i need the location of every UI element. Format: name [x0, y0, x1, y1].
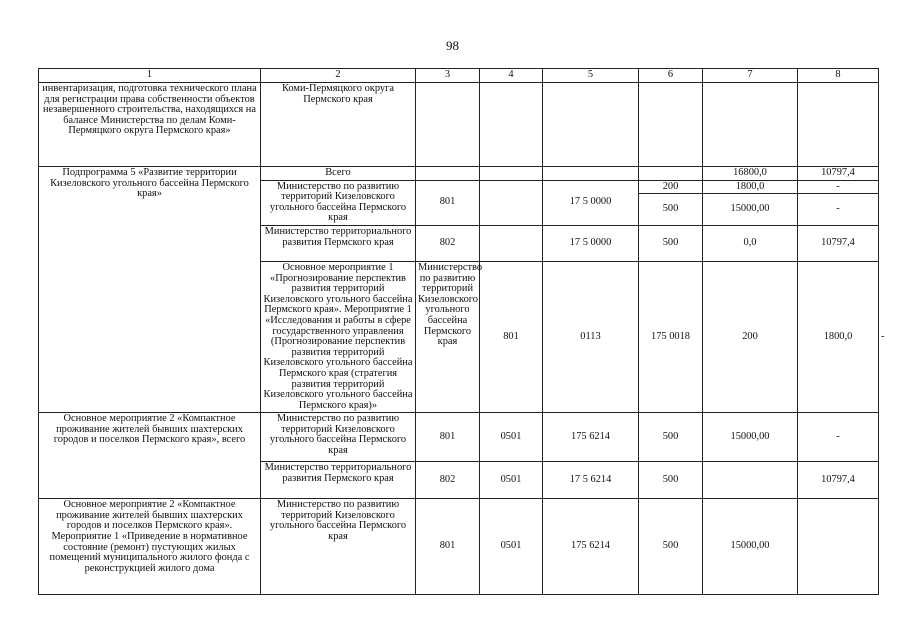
cell-ministry: Всего: [261, 167, 416, 181]
cell-section: 0501: [480, 462, 543, 499]
cell-amount-1: 16800,0: [703, 167, 798, 181]
cell-ministry: Министерство по развитию территорий Кизеловского угольного бассейна Пермского края: [261, 180, 416, 225]
cell-amount-2: -: [798, 413, 879, 462]
cell-amount-1: 1800,0: [798, 261, 879, 412]
cell-code: 801: [416, 499, 480, 595]
cell-amount-1: 15000,00: [703, 413, 798, 462]
column-header-5: 5: [543, 69, 639, 83]
cell-target: 17 5 0000: [543, 225, 639, 261]
cell-type: 500: [639, 413, 703, 462]
cell-amount-1: [703, 83, 798, 167]
cell-target: 175 6214: [543, 499, 639, 595]
cell-section: 0501: [480, 499, 543, 595]
cell-type: 200: [703, 261, 798, 412]
cell-amount-1: [703, 462, 798, 499]
header-row: [39, 69, 879, 83]
cell-description: Основное мероприятие 1 «Прогнозирование перспектив развития территорий Кизеловского угольного бассейна Пермского края». Мероприятие 1 «Исследования и работы в сфере государственного управления (Прогнозирование перспектив развития территорий Кизеловского угольного бассейна Пермского края (стратегия развития территорий Кизеловского угольного бассейна Пермского края)»: [261, 261, 416, 412]
column-header-3: 3: [416, 69, 480, 83]
cell-amount-2: [798, 83, 879, 167]
cell-type: 500: [639, 462, 703, 499]
cell-description: инвентаризация, подготовка технического плана для регистрации права собственности объектов незавершенного строительства, находящихся на балансе Министерства по делам Коми-Пермяцкого округа Пермского края»: [39, 83, 261, 167]
cell-amount-1: 15000,00: [703, 499, 798, 595]
cell-amount-2: [798, 499, 879, 595]
cell-amount-2: 10797,4: [798, 462, 879, 499]
table-row: Основное мероприятие 1 «Прогнозирование перспектив развития территорий Кизеловского угольного бассейна Пермского края». Мероприятие 1 «Исследования и работы в сфере государственного управления (Прогнозирование перспектив развития территорий Кизеловского угольного бассейна Пермского края (стратегия развития территорий Кизеловского угольного бассейна Пермского края)» Министерство по развитию территорий Кизеловского угольного бассейна Пермского края 801 0113 175 0018 200 1800,0 -: [39, 261, 879, 412]
cell-section: [480, 180, 543, 225]
column-header-7: 7: [703, 69, 798, 83]
cell-type: [639, 83, 703, 167]
cell-type: 500: [639, 225, 703, 261]
cell-amount-1: 15000,00: [703, 194, 798, 226]
column-header-8: 8: [798, 69, 879, 83]
cell-amount-2: -: [798, 180, 879, 194]
cell-section: 0501: [480, 413, 543, 462]
cell-description: Подпрограмма 5 «Развитие территории Кизеловского угольного бассейна Пермского края»: [39, 167, 261, 413]
cell-code: 801: [416, 180, 480, 225]
cell-code: [416, 167, 480, 181]
cell-target: [543, 83, 639, 167]
cell-ministry: Коми-Пермяцкого округа Пермского края: [261, 83, 416, 167]
cell-amount-2: 10797,4: [798, 225, 879, 261]
cell-amount-1: 0,0: [703, 225, 798, 261]
cell-code: 801: [480, 261, 543, 412]
column-header-6: 6: [639, 69, 703, 83]
cell-code: [416, 83, 480, 167]
table-row: [39, 83, 879, 167]
page-number: 98: [446, 38, 459, 53]
cell-target: 17 5 6214: [543, 462, 639, 499]
cell-code: 802: [416, 462, 480, 499]
cell-ministry: Министерство по развитию территорий Кизеловского угольного бассейна Пермского края: [416, 261, 480, 412]
cell-section: [480, 83, 543, 167]
cell-section: [480, 167, 543, 181]
cell-type: 500: [639, 499, 703, 595]
cell-ministry: Министерство территориального развития Пермского края: [261, 462, 416, 499]
table-row: [39, 413, 879, 462]
cell-amount-1: 1800,0: [703, 180, 798, 194]
cell-target: [543, 167, 639, 181]
table-row: [39, 499, 879, 595]
cell-code: 802: [416, 225, 480, 261]
column-header-4: 4: [480, 69, 543, 83]
cell-section: 0113: [543, 261, 639, 412]
column-header-1: 1: [39, 69, 261, 83]
cell-target: 175 6214: [543, 413, 639, 462]
cell-type: 200: [639, 180, 703, 194]
cell-target: 17 5 0000: [543, 180, 639, 225]
cell-type: [639, 167, 703, 181]
cell-ministry: Министерство по развитию территорий Кизеловского угольного бассейна Пермского края: [261, 413, 416, 462]
budget-table: [38, 68, 885, 595]
cell-code: 801: [416, 413, 480, 462]
cell-section: [480, 225, 543, 261]
cell-type: 500: [639, 194, 703, 226]
cell-amount-2: -: [798, 194, 879, 226]
cell-amount-2: 10797,4: [798, 167, 879, 181]
column-header-2: 2: [261, 69, 416, 83]
cell-ministry: Министерство по развитию территорий Кизеловского угольного бассейна Пермского края: [261, 499, 416, 595]
table-row: [39, 167, 879, 181]
cell-description: Основное мероприятие 2 «Компактное проживание жителей бывших шахтерских городов и поселков Пермского края», всего: [39, 413, 261, 499]
cell-ministry: Министерство территориального развития Пермского края: [261, 225, 416, 261]
cell-target: 175 0018: [639, 261, 703, 412]
cell-description: Основное мероприятие 2 «Компактное проживание жителей бывших шахтерских городов и поселков Пермского края». Мероприятие 1 «Приведение в нормативное состояние (ремонт) пустующих жилых помещений муниципального жилого фонда с реконструкцией жилого дома: [39, 499, 261, 595]
